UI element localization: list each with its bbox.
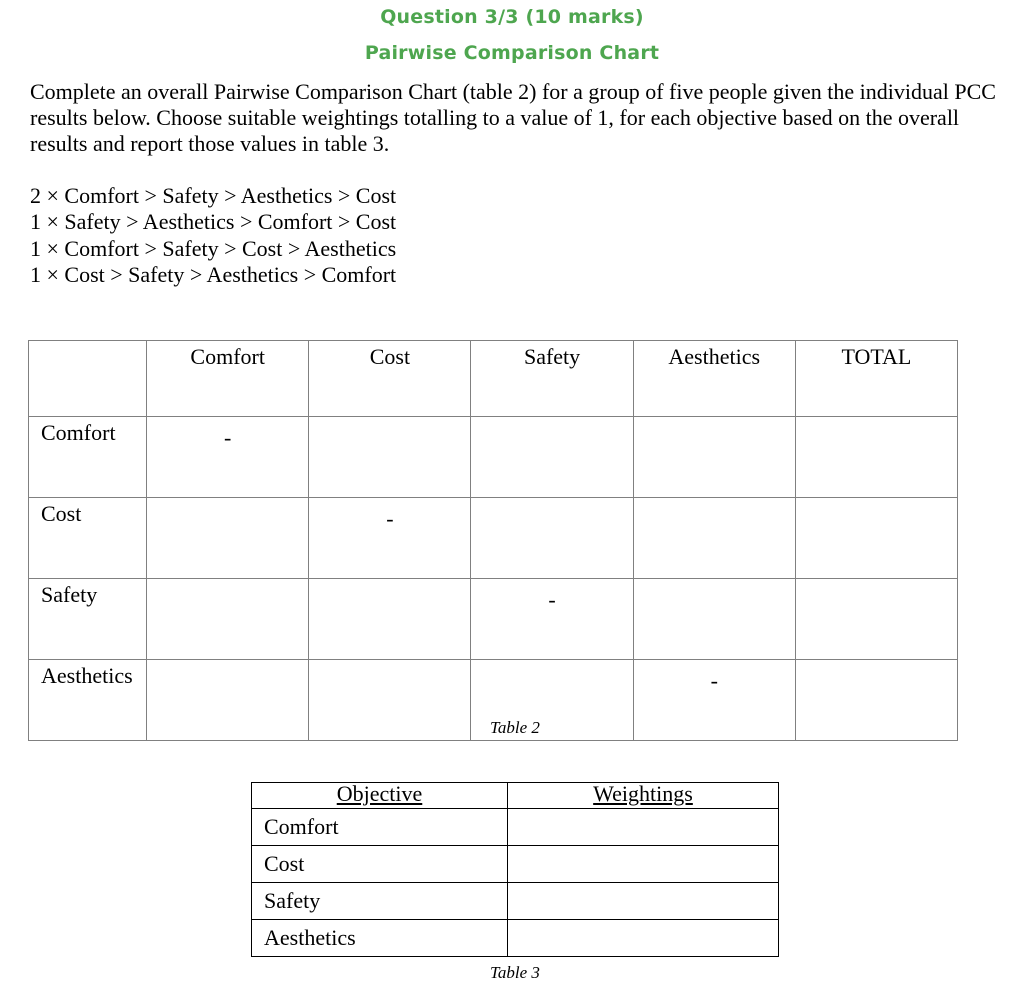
table-row xyxy=(252,809,779,846)
total-cell[interactable] xyxy=(795,498,957,579)
weighting-cell[interactable] xyxy=(508,809,779,846)
table-header-row xyxy=(29,341,958,417)
column-header-comfort: Comfort xyxy=(147,341,309,417)
total-cell[interactable] xyxy=(795,579,957,660)
pcc-results-list xyxy=(30,183,396,288)
comparison-cell[interactable] xyxy=(471,417,633,498)
total-cell[interactable] xyxy=(795,660,957,741)
diagonal-cell: - xyxy=(633,660,795,741)
table-row xyxy=(252,846,779,883)
pairwise-comparison-table xyxy=(28,340,958,741)
diagonal-cell: - xyxy=(147,417,309,498)
column-header-safety: Safety xyxy=(471,341,633,417)
section-subtitle: Pairwise Comparison Chart xyxy=(364,42,660,64)
column-header-cost: Cost xyxy=(309,341,471,417)
table-2-caption: Table 2 xyxy=(490,718,540,737)
column-header-aesthetics: Aesthetics xyxy=(633,341,795,417)
column-header-weightings: Weightings xyxy=(508,783,779,809)
objective-aesthetics: Aesthetics xyxy=(252,920,508,957)
total-cell[interactable] xyxy=(795,417,957,498)
table-header-row xyxy=(252,783,779,809)
instructions-paragraph: Complete an overall Pairwise Comparison Chart (table 2) for a group of five people given the individual PCC results below. Choose suitable weightings totalling to a value of 1, for each objective based on the overall results and report those values in table 3. xyxy=(30,79,996,156)
pcc-result-item: 1 × Comfort > Safety > Cost > Aesthetics xyxy=(30,235,397,261)
comparison-cell[interactable] xyxy=(633,498,795,579)
column-header-objective: Objective xyxy=(252,783,508,809)
comparison-cell[interactable] xyxy=(309,660,471,741)
table-row xyxy=(252,883,779,920)
row-header-safety: Safety xyxy=(29,579,147,660)
comparison-cell[interactable] xyxy=(147,579,309,660)
table-row xyxy=(29,498,958,579)
comparison-cell[interactable] xyxy=(147,498,309,579)
comparison-cell[interactable] xyxy=(633,417,795,498)
row-header-cost: Cost xyxy=(29,498,147,579)
question-title: Question 3/3 (10 marks) xyxy=(380,6,644,28)
table-row xyxy=(29,417,958,498)
table-row xyxy=(29,579,958,660)
table-row xyxy=(252,920,779,957)
table-3-caption: Table 3 xyxy=(490,963,540,982)
pcc-result-item: 1 × Safety > Aesthetics > Comfort > Cost xyxy=(30,209,397,235)
objective-safety: Safety xyxy=(252,883,508,920)
corner-cell xyxy=(29,341,147,417)
objective-comfort: Comfort xyxy=(252,809,508,846)
row-header-comfort: Comfort xyxy=(29,417,147,498)
pcc-result-item: 1 × Cost > Safety > Aesthetics > Comfort xyxy=(30,261,397,287)
weighting-cell[interactable] xyxy=(508,920,779,957)
row-header-aesthetics: Aesthetics xyxy=(29,660,147,741)
objective-cost: Cost xyxy=(252,846,508,883)
weighting-cell[interactable] xyxy=(508,846,779,883)
comparison-cell[interactable] xyxy=(309,417,471,498)
column-header-total: TOTAL xyxy=(795,341,957,417)
weightings-table xyxy=(251,782,779,957)
comparison-cell[interactable] xyxy=(471,498,633,579)
comparison-cell[interactable] xyxy=(147,660,309,741)
weighting-cell[interactable] xyxy=(508,883,779,920)
pcc-result-item: 2 × Comfort > Safety > Aesthetics > Cost xyxy=(30,183,397,208)
diagonal-cell: - xyxy=(471,579,633,660)
comparison-cell[interactable] xyxy=(633,579,795,660)
diagonal-cell: - xyxy=(309,498,471,579)
comparison-cell[interactable] xyxy=(309,579,471,660)
